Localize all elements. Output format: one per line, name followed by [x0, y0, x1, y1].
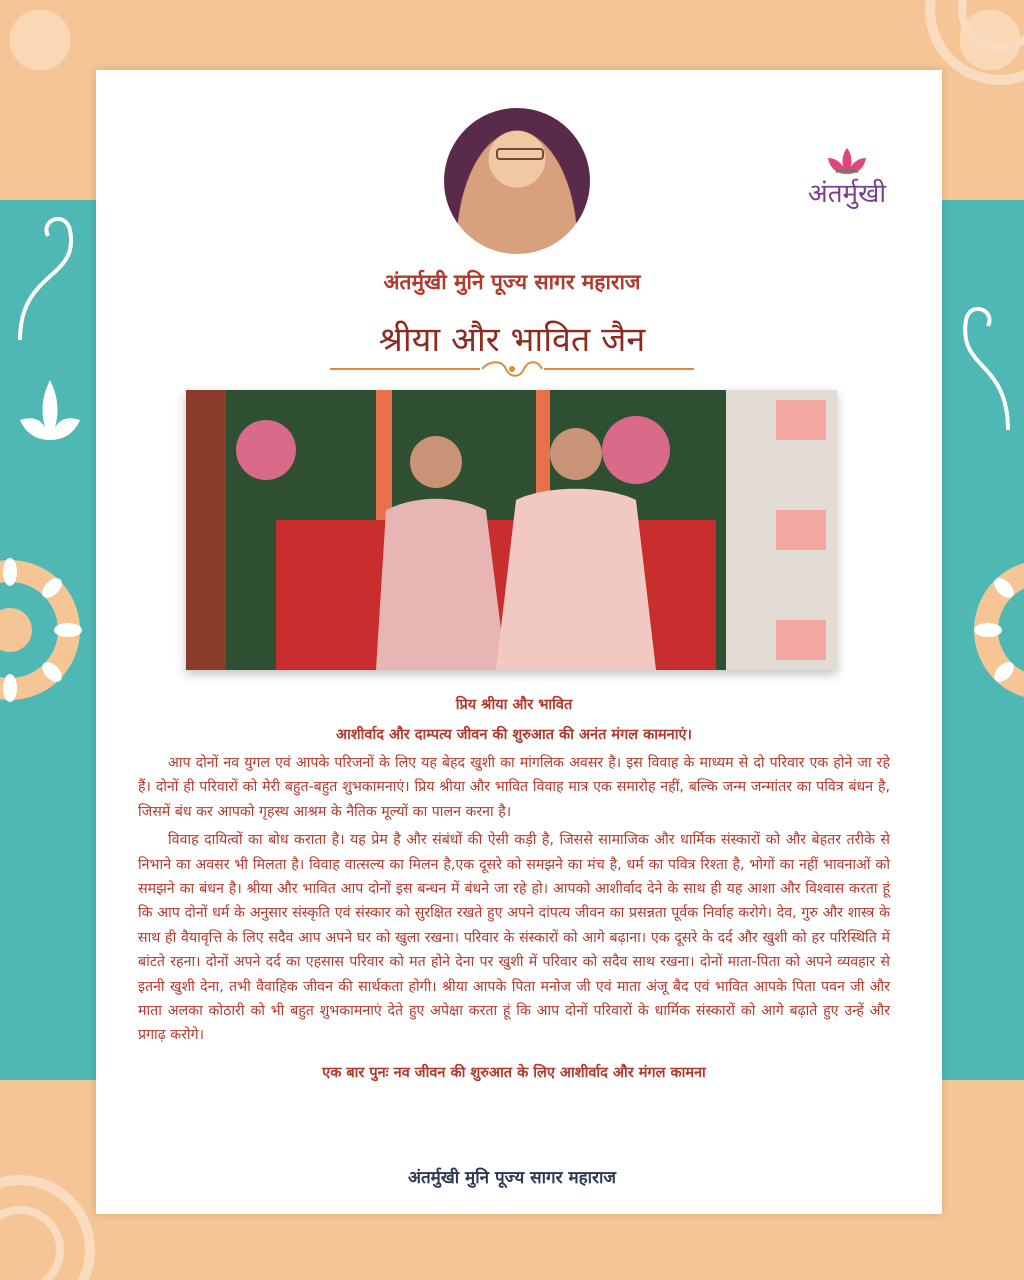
glasses-shape — [496, 148, 544, 160]
logo-text: अंतर्मुखी — [807, 179, 887, 209]
heading-flourish — [330, 360, 694, 378]
couple-name-heading: श्रीया और भावित जैन — [378, 320, 646, 360]
couple-photo-illustration — [186, 390, 837, 670]
right-mandala-decoration — [944, 520, 1024, 740]
closing-line: एक बार पुनः नव जीवन की शुरुआत के लिए आशीर्वाद और मंगल कामना — [322, 1064, 706, 1081]
salutation-line-2: आशीर्वाद और दाम्पत्य जीवन की शुरुआत की अनंत मंगल कामनाएं। — [335, 727, 693, 743]
couple-photo — [186, 390, 837, 670]
left-swirl-decoration — [10, 210, 90, 350]
signature: अंतर्मुखी मुनि पूज्य सागर महाराज — [407, 1168, 617, 1188]
letter-body — [138, 695, 890, 1082]
salutation-line-1: प्रिय श्रीया और भावित — [455, 697, 573, 713]
lotus-icon — [822, 146, 872, 176]
left-flower-decoration — [20, 380, 80, 460]
right-swirl-decoration — [948, 300, 1018, 440]
letter-paragraph-2: विवाह दायित्वों का बोध कराता है। यह प्रेम है और संबंधों की ऐसी कड़ी है, जिससे सामाजिक और धार्मिक संस्कारों को और बेहतर तरीके से निभाने का अवसर भी मिलता है। विवाह वात्सल्य का मिलन है,एक दूसरे को समझने का मंच है, धर्म का पवित्र रिश्ता है, भोगों का नहीं भावनाओं को समझने का बंधन है। श्रीया और भावित आप दोनों इस बन्धन में बंधने जा रहे हो। आपको आशीर्वाद देने के साथ ही यह आशा और विश्वास करता हूं कि आप दोनों धर्म के अनुसार संस्कृति एवं संस्कार को सुरक्षित रखते हुए अपने दांपत्य जीवन का प्रसन्नता पूर्वक निर्वाह करोगे। देव, गुरु और शास्त्र के साथ ही वैयावृत्ति के लिए सदैव आप अपने घर को खुला रखना। परिवार के संस्कारों को आगे बढ़ाना। एक दूसरे के दर्द और खुशी को हर परिस्थिति में बांटते रहना। दोनों अपने दर्द का एहसास परिवार को मत होने देना पर खुशी में परिवार को सदैव साथ रखना। दोनों माता-पिता को अपने व्यवहार से इतनी खुशी देना, तभी वैवाहिक जीवन की सार्थकता होगी। श्रीया आपके पिता मनोज जी एवं माता अंजू बैद एवं भावित आपके पिता पवन जी और माता अलका कोठारी को भी बहुत शुभकामनाएं देते हुए अपेक्षा करता हूं कि आप दोनों परिवारों के धार्मिक संस्कारों को आगे बढ़ाते हुए उन्हें और प्रगाढ़ करोगे। — [138, 832, 890, 1044]
muni-title: अंतर्मुखी मुनि पूज्य सागर महाराज — [383, 270, 641, 294]
letter-paragraph-1: आप दोनों नव युगल एवं आपके परिजनों के लिए यह बेहद खुशी का मांगलिक अवसर है। इस विवाह के माध्यम से दो परिवार एक होने जा रहे हैं। दोनों ही परिवारों को मेरी बहुत-बहुत शुभकामनाएं। प्रिय श्रीया और भावित विवाह मात्र एक समारोह नहीं, बल्कि जन्म जन्मांतर का पवित्र बंधन है, जिसमें बंध कर आपको गृहस्थ आश्रम के नैतिक मूल्यों का पालन करना है। — [138, 755, 890, 820]
muni-portrait — [444, 108, 590, 254]
antarmukhi-logo — [792, 146, 902, 218]
